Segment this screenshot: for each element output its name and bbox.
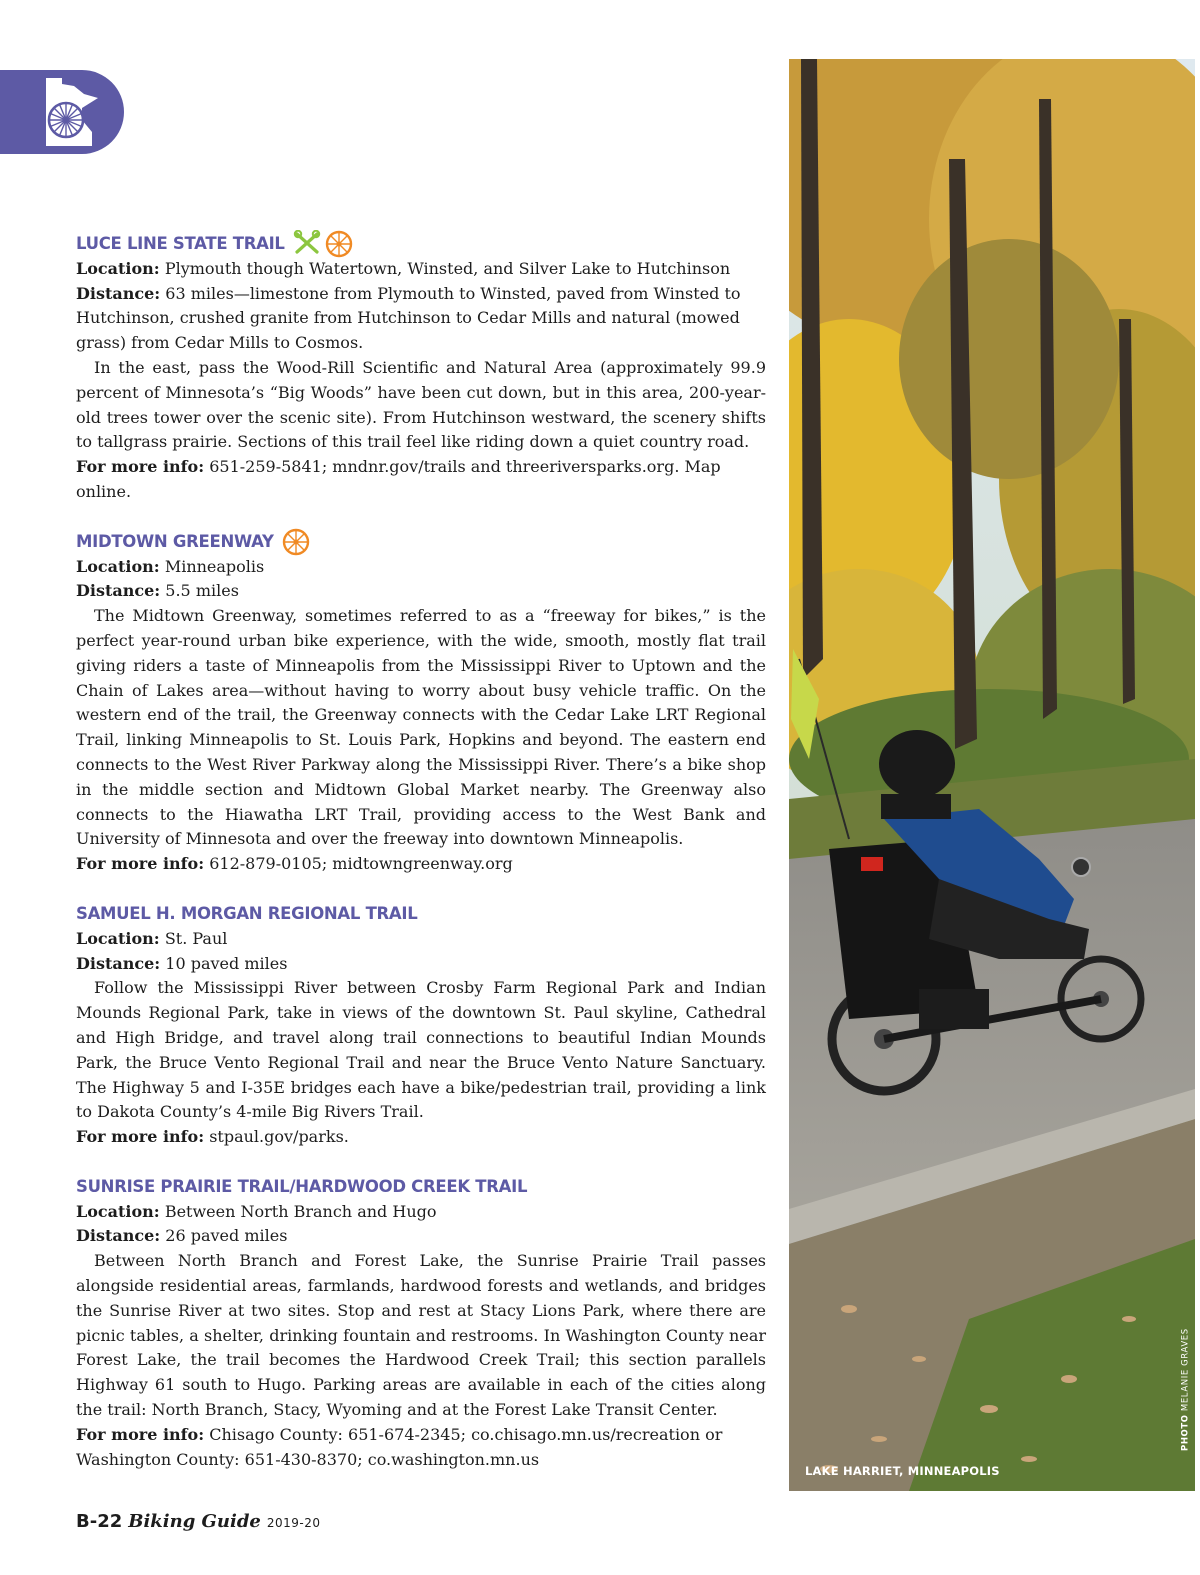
bike-wheel-icon <box>282 528 310 556</box>
location-value: Between North Branch and Hugo <box>164 1201 437 1221</box>
wrench-icon <box>293 230 321 256</box>
trail-listing <box>76 232 766 1497</box>
photo-caption: LAKE HARRIET, MINNEAPOLIS <box>805 1464 1000 1478</box>
location-label: Location: <box>76 1201 160 1221</box>
trail-description: Follow the Mississippi River between Crosby Farm Regional Park and Indian Mounds Regional Park, take in views of the downtown St. Paul skyline, Cathedral and High Bridge, and travel along trail connections to beautiful Indian Mounds Park, the Bruce Vento Regional Trail and near the Bruce Vento Nature Sanctuary. The Highway 5 and I-35E bridges each have a bike/pedestrian trail, providing a link to Dakota County’s 4-mile Big Rivers Trail. <box>76 978 766 1122</box>
location-value: Plymouth though Watertown, Winsted, and Silver Lake to Hutchinson <box>164 258 731 278</box>
distance-value: 26 paved miles <box>165 1226 288 1246</box>
magazine-title: Biking Guide <box>128 1511 261 1532</box>
photo-credit <box>1181 1328 1191 1451</box>
recumbent-trike-rider-illustration <box>789 59 1195 1491</box>
distance-label: Distance: <box>76 953 161 973</box>
more-info-value: Chisago County: 651-674-2345; co.chisago.mn.us/recreation or Washington County: 651-430-8370; co.washington.mn.us <box>76 1424 723 1469</box>
trail-description: The Midtown Greenway, sometimes referred to as a “freeway for bikes,” is the perfect year-round urban bike experience, with the wide, smooth, mostly flat trail giving riders a taste of Minneapolis from the Mississippi River to Uptown and the Chain of Lakes area—without having to worry about busy vehicle traffic. On the western end of the trail, the Greenway connects with the Cedar Lake LRT Regional Trail, linking Minneapolis to St. Louis Park, Hopkins and beyond. The eastern end connects to the West River Parkway along the Mississippi River. There’s a bike shop in the middle section and Midtown Global Market nearby. The Greenway also connects to the Hiawatha LRT Trail, providing access to the West Bank and University of Minnesota and over the freeway into downtown Minneapolis. <box>76 606 766 849</box>
more-info-value: stpaul.gov/parks. <box>209 1127 349 1147</box>
location-value: St. Paul <box>164 928 228 948</box>
trail-description: In the east, pass the Wood-Rill Scientific and Natural Area (approximately 99.9 percent of Minnesota’s “Big Woods” have been cut down, but in this area, 200-year-old trees tower over the scenic site). From Hutchinson westward, the scenery shifts to tallgrass prairie. Sections of this trail feel like riding down a quiet country road. <box>76 357 766 452</box>
minnesota-bike-logo-icon <box>42 76 104 148</box>
location-label: Location: <box>76 258 160 278</box>
trail-title: MIDTOWN GREENWAY <box>76 531 274 551</box>
trail-entry-sunrise-prairie <box>76 1175 766 1473</box>
more-info-value: 612-879-0105; midtowngreenway.org <box>209 854 513 874</box>
issue-year: 2019-20 <box>266 1516 321 1530</box>
location-label: Location: <box>76 556 160 576</box>
more-info-label: For more info: <box>76 854 205 874</box>
trail-title: SUNRISE PRAIRIE TRAIL/HARDWOOD CREEK TRAIL <box>76 1176 528 1196</box>
trail-title: SAMUEL H. MORGAN REGIONAL TRAIL <box>76 903 418 923</box>
bike-wheel-icon <box>325 230 353 258</box>
photo-credit-label: PHOTO <box>1181 1414 1191 1451</box>
distance-label: Distance: <box>76 1226 161 1246</box>
distance-value: 10 paved miles <box>165 953 288 973</box>
section-tab <box>0 70 124 154</box>
trail-photo <box>789 59 1195 1491</box>
distance-label: Distance: <box>76 581 161 601</box>
more-info-label: For more info: <box>76 457 205 477</box>
more-info-label: For more info: <box>76 1424 205 1444</box>
location-label: Location: <box>76 928 160 948</box>
more-info-value: 651-259-5841; mndnr.gov/trails and threeriversparks.org. Map online. <box>76 457 721 501</box>
distance-label: Distance: <box>76 283 161 303</box>
photo-credit-name: MELANIE GRAVES <box>1181 1328 1191 1412</box>
page-number: B-22 <box>76 1511 123 1532</box>
more-info-label: For more info: <box>76 1127 205 1147</box>
distance-value: 5.5 miles <box>165 581 239 601</box>
trail-entry-midtown-greenway <box>76 530 766 877</box>
trail-entry-luce-line <box>76 232 766 505</box>
distance-value: 63 miles—limestone from Plymouth to Winsted, paved from Winsted to Hutchinson, crushed granite from Hutchinson to Cedar Mills and natural (mowed grass) from Cedar Mills to Cosmos. <box>76 283 741 353</box>
trail-entry-samuel-h-morgan <box>76 902 766 1150</box>
trail-title: LUCE LINE STATE TRAIL <box>76 234 285 253</box>
page-footer <box>76 1511 321 1532</box>
trail-description: Between North Branch and Forest Lake, the Sunrise Prairie Trail passes alongside residential areas, farmlands, hardwood forests and wetlands, and bridges the Sunrise River at two sites. Stop and rest at Stacy Lions Park, where there are picnic tables, a shelter, drinking fountain and restrooms. In Washington County near Forest Lake, the trail becomes the Hardwood Creek Trail; this section parallels Highway 61 south to Hugo. Parking areas are available in each of the cities along the trail: North Branch, Stacy, Wyoming and at the Forest Lake Transit Center. <box>76 1251 766 1420</box>
location-value: Minneapolis <box>164 556 265 576</box>
